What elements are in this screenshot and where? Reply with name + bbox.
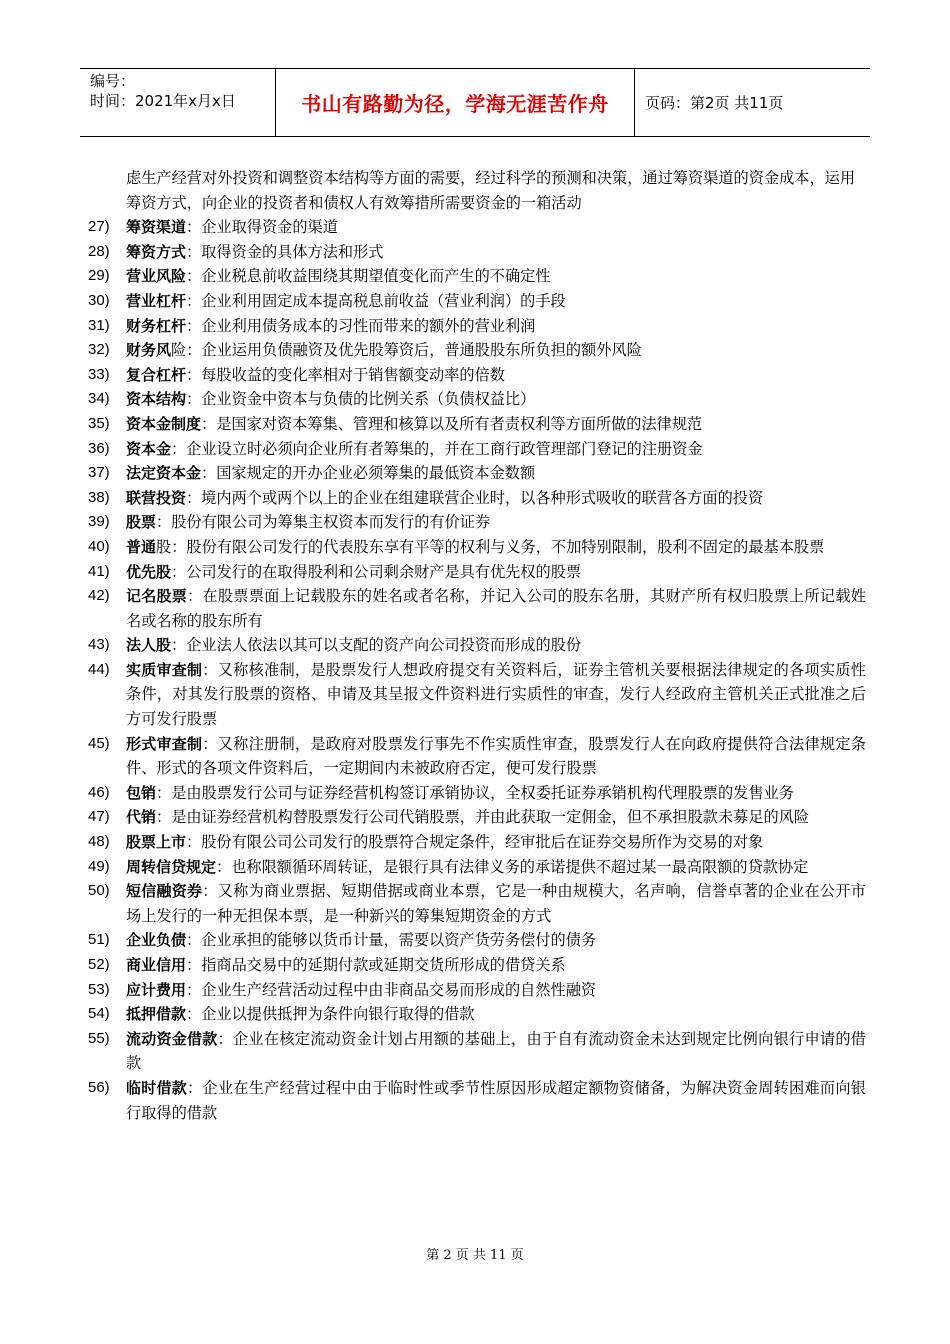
item-number: 27)	[88, 218, 110, 236]
item-number: 40)	[88, 537, 110, 555]
item-definition: ：企业资金中资本与负债的比例关系（负债权益比）	[186, 390, 536, 409]
item-number: 32)	[88, 341, 110, 359]
glossary-item	[88, 215, 866, 240]
item-number: 37)	[88, 464, 110, 482]
item-number: 55)	[88, 1029, 110, 1047]
item-definition: ：指商品交易中的延期付款或延期交货所形成的借贷关系	[186, 956, 566, 974]
item-definition: ：在股票票面上记载股东的姓名或者名称，并记入公司的股东名册，其财产所有权归股票上所记载姓名或名称的股东所有	[126, 587, 866, 630]
item-definition: ：企业在核定流动资金计划占用额的基础上，由于自有流动资金未达到规定比例向银行申请的借款	[126, 1029, 866, 1073]
item-definition: ：股份有限公司为筹集主权资本而发行的有价证券	[156, 513, 491, 532]
page-header	[80, 68, 870, 137]
item-term: 包销	[126, 783, 157, 802]
item-text	[126, 1076, 866, 1125]
item-definition: 股：股份有限公司发行的代表股东享有平等的权利与义务，不加特别限制，股利不固定的最基本股票	[156, 537, 825, 556]
item-term: 联营投资	[126, 488, 187, 507]
item-term: 复合杠杆	[126, 365, 187, 384]
item-term: 应计费用	[126, 980, 187, 999]
glossary-item	[88, 461, 866, 486]
item-text	[126, 437, 866, 462]
item-text	[126, 535, 866, 560]
glossary-item	[88, 928, 866, 953]
glossary-item	[88, 412, 866, 437]
item-text	[126, 928, 866, 953]
item-term: 商业信用	[126, 956, 187, 974]
glossary-item	[88, 314, 866, 339]
item-definition: ：又称核准制，是股票发行人想政府提交有关资料后，证券主管机关要根据法律规定的各项实质性条件，对其发行股票的资格、申请及其呈报文件资料进行实质性的审查，发行人经政府主管机关正式批准之后方可发行股票	[126, 660, 866, 729]
item-term: 普通	[126, 537, 157, 556]
item-term: 营业风险	[126, 267, 187, 286]
header-motto: 书山有路勤为径，学海无涯苦作舟	[276, 69, 635, 136]
item-term: 周转信贷规定	[126, 857, 217, 876]
item-number: 31)	[88, 316, 110, 334]
item-text	[126, 560, 866, 585]
glossary-item	[88, 486, 866, 511]
item-number: 46)	[88, 783, 110, 801]
item-number: 47)	[88, 808, 110, 826]
continuation-text: 虑生产经营对外投资和调整资本结构等方面的需要，经过科学的预测和决策，通过筹资渠道的资金成本，运用筹资方式，向企业的投资者和债权人有效筹措所需要资金的一箱活动	[126, 169, 855, 212]
item-definition: ：企业在生产经营过程中由于临时性或季节性原因形成超定额物资储备，为解决资金周转困难而向银行取得的借款	[126, 1078, 866, 1122]
page-footer: 第 2 页 共 11 页	[426, 1248, 524, 1263]
item-number: 44)	[88, 660, 110, 678]
item-number: 29)	[88, 267, 110, 285]
item-text	[126, 215, 866, 240]
glossary-item	[88, 1027, 866, 1076]
item-definition: ：企业以提供抵押为条件向银行取得的借款	[186, 1005, 475, 1024]
item-term: 优先股	[126, 562, 172, 581]
item-number: 36)	[88, 439, 110, 457]
item-number: 51)	[88, 931, 110, 949]
item-definition: ：企业取得资金的渠道	[186, 218, 338, 237]
item-number: 52)	[88, 956, 110, 973]
item-number: 28)	[88, 242, 110, 260]
glossary-item	[88, 535, 866, 560]
item-term: 短信融资券	[126, 882, 203, 901]
item-text	[126, 953, 866, 978]
item-term: 法人股	[126, 636, 172, 655]
item-definition: ：企业税息前收益围绕其期望值变化而产生的不确定性	[186, 267, 551, 286]
item-text	[126, 314, 866, 339]
item-definition: ：企业设立时必须向企业所有者筹集的，并在工商行政管理部门登记的注册资金	[171, 439, 703, 458]
glossary-item	[88, 264, 866, 289]
glossary-item	[88, 584, 866, 633]
item-term: 企业负债	[126, 931, 187, 950]
glossary-item	[88, 560, 866, 585]
item-definition: ：是由证券经营机构替股票发行公司代销股票，并由此获取一定佣金，但不承担股款未募足的风险	[156, 808, 810, 827]
glossary-item	[88, 1076, 866, 1125]
item-text	[126, 1002, 866, 1027]
item-number: 50)	[88, 882, 110, 900]
item-number: 56)	[88, 1078, 110, 1096]
glossary-item	[88, 805, 866, 830]
item-number: 38)	[88, 488, 110, 506]
item-term: 筹资方式	[126, 242, 187, 261]
glossary-item	[88, 338, 866, 363]
item-text	[126, 658, 866, 732]
item-term: 资本结构	[126, 390, 187, 409]
glossary-item	[88, 387, 866, 412]
glossary-item	[88, 437, 866, 462]
item-text	[126, 830, 866, 855]
item-number: 35)	[88, 414, 110, 432]
glossary-item	[88, 830, 866, 855]
item-term: 流动资金借款	[126, 1029, 218, 1048]
item-definition: ：取得资金的具体方法和形式	[186, 242, 384, 261]
document-date: 时间：2021年x月x日	[90, 92, 236, 110]
item-text	[126, 633, 866, 658]
item-term: 代销	[126, 808, 157, 827]
item-definition: ：是由股票发行公司与证券经营机构签订承销协议，全权委托证券承销机构代理股票的发售业务	[156, 783, 794, 802]
item-definition: ：企业承担的能够以货币计量，需要以资产货劳务偿付的债务	[186, 931, 597, 950]
glossary-item	[88, 879, 866, 928]
glossary-item	[88, 658, 866, 732]
item-definition: ：又称注册制，是政府对股票发行事先不作实质性审查，股票发行人在向政府提供符合法律规定条件、形式的各项文件资料后，一定期间内未被政府否定，便可发行股票	[126, 734, 866, 778]
item-text	[126, 289, 866, 314]
item-term: 形式审查制	[126, 734, 203, 753]
item-text	[126, 1027, 866, 1076]
glossary-item	[88, 732, 866, 781]
item-text	[126, 732, 866, 781]
item-text	[126, 879, 866, 928]
glossary-content	[88, 166, 866, 1125]
item-text	[126, 978, 866, 1003]
item-definition: ：是国家对资本筹集、管理和核算以及所有者责权利等方面所做的法律规范	[201, 414, 703, 433]
item-term: 股票上市	[126, 833, 187, 852]
item-definition: ：企业利用固定成本提高税息前收益（营业利润）的手段	[186, 291, 566, 310]
item-definition: ：每股收益的变化率相对于销售额变动率的倍数	[186, 365, 505, 384]
glossary-item	[88, 1002, 866, 1027]
item-text	[126, 338, 866, 363]
glossary-item	[88, 633, 866, 658]
item-number: 54)	[88, 1005, 110, 1023]
item-term: 临时借款	[126, 1078, 187, 1097]
item-number: 43)	[88, 636, 110, 654]
item-definition: 险：企业运用负债融资及优先股筹资后，普通股股东所负担的额外风险	[171, 341, 642, 360]
item-term: 资本金制度	[126, 414, 202, 433]
item-number: 30)	[88, 291, 110, 309]
header-page-info: 页码：第2页 共11页	[645, 94, 784, 112]
item-definition: ：也称限额循环周转证，是银行具有法律义务的承诺提供不超过某一最高限额的贷款协定	[216, 857, 809, 876]
item-term: 记名股票	[126, 587, 187, 606]
item-number: 41)	[88, 562, 110, 580]
glossary-item	[88, 953, 866, 978]
item-text	[126, 387, 866, 412]
item-number: 33)	[88, 365, 110, 383]
document-number: 编号：	[90, 72, 136, 90]
item-text	[126, 412, 866, 437]
item-definition: ：企业法人依法以其可以支配的资产向公司投资而形成的股份	[171, 636, 582, 655]
item-term: 资本金	[126, 439, 172, 458]
item-number: 39)	[88, 513, 110, 531]
item-number: 45)	[88, 734, 110, 752]
item-text	[126, 264, 866, 289]
item-term: 股票	[126, 513, 157, 532]
item-number: 49)	[88, 857, 110, 875]
glossary-item	[88, 978, 866, 1003]
glossary-list	[88, 215, 866, 1125]
item-definition: ：企业生产经营活动过程中由非商品交易而形成的自然性融资	[186, 980, 597, 999]
item-text	[126, 461, 866, 486]
item-term: 抵押借款	[126, 1005, 187, 1024]
item-term: 实质审查制	[126, 660, 203, 679]
glossary-item	[88, 363, 866, 388]
item-text	[126, 486, 866, 511]
item-definition: ：股份有限公司公司发行的股票符合规定条件，经审批后在证券交易所作为交易的对象	[186, 833, 764, 852]
header-meta	[80, 69, 276, 136]
item-text	[126, 363, 866, 388]
item-number: 53)	[88, 980, 110, 998]
item-term: 筹资渠道	[126, 218, 187, 237]
glossary-item	[88, 855, 866, 880]
item-term: 财务杠杆	[126, 316, 187, 335]
item-definition: ：企业利用债务成本的习性而带来的额外的营业利润	[186, 316, 536, 335]
item-text	[126, 805, 866, 830]
item-definition: ：境内两个或两个以上的企业在组建联营企业时，以各种形式吸收的联营各方面的投资	[186, 488, 764, 507]
item-definition: ：公司发行的在取得股利和公司剩余财产是具有优先权的股票	[171, 562, 582, 581]
item-text	[126, 781, 866, 806]
item-definition: ：国家规定的开办企业必须筹集的最低资本金数额	[201, 464, 536, 483]
item-number: 42)	[88, 587, 110, 605]
item-number: 34)	[88, 390, 110, 408]
item-definition: ：又称为商业票据、短期借据或商业本票，它是一种由规模大，名声响，信誉卓著的企业在公开市场上发行的一种无担保本票，是一种新兴的筹集短期资金的方式	[126, 882, 866, 925]
glossary-item	[88, 781, 866, 806]
item-text	[126, 584, 866, 633]
item-text	[126, 240, 866, 265]
item-text	[126, 510, 866, 535]
glossary-item	[88, 240, 866, 265]
item-term: 营业杠杆	[126, 291, 187, 310]
item-text	[126, 855, 866, 880]
item-number: 48)	[88, 833, 110, 851]
item-term: 财务风	[126, 341, 172, 360]
glossary-item	[88, 289, 866, 314]
glossary-item	[88, 510, 866, 535]
item-term: 法定资本金	[126, 464, 202, 483]
